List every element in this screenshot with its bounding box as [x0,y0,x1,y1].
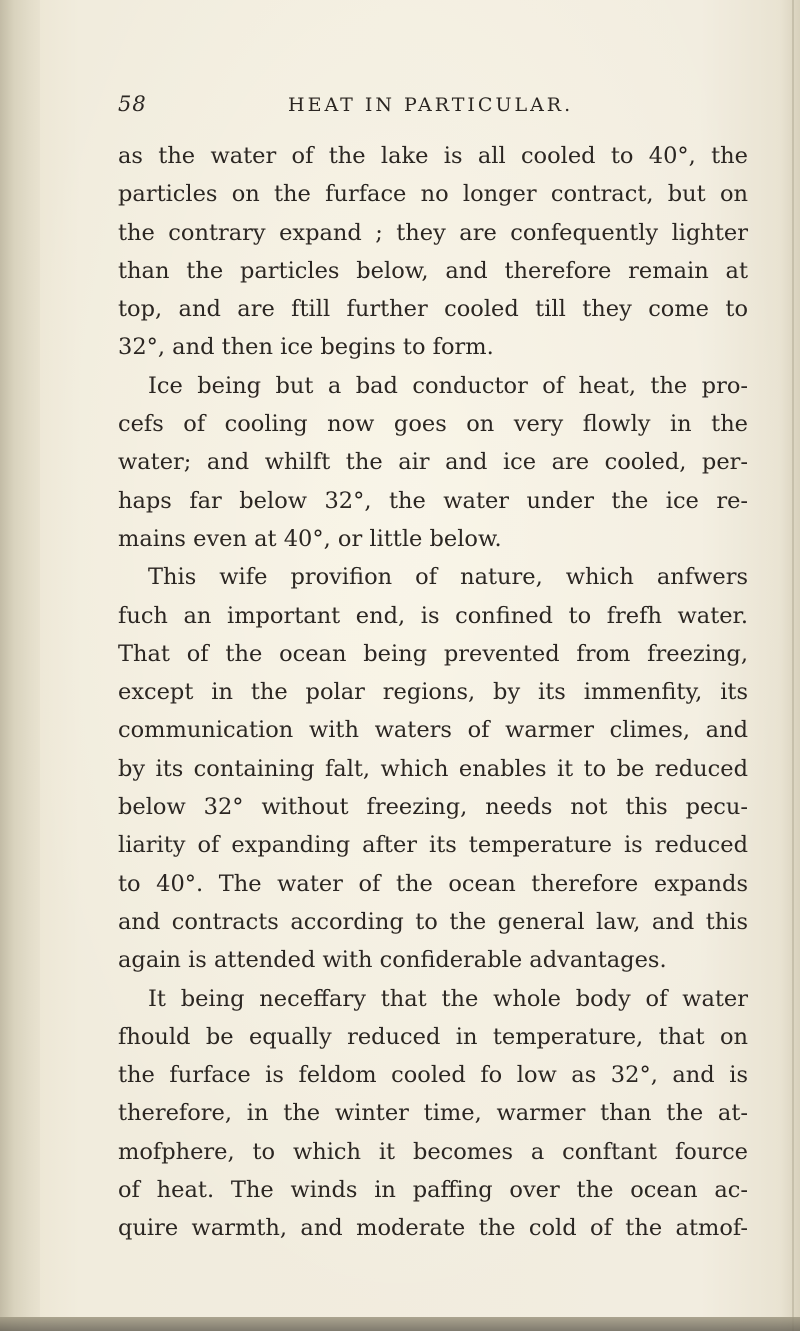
text-line: below 32° without freezing, needs not this pecu- [118,794,748,821]
page-header [118,92,738,122]
text-line: than the particles below, and therefore remain at [118,257,748,284]
text-line: therefore, in the winter time, warmer than the at- [118,1100,748,1127]
text-line: except in the polar regions, by its immenfity, its [118,679,748,706]
text-line: Ice being but a bad conductor of heat, the pro- [148,372,748,399]
page-number: 58 [118,92,147,116]
text-line: by its containing falt, which enables it to be reduced [118,755,748,782]
text-line: top, and are ftill further cooled till they come to [118,296,748,323]
text-line: of heat. The winds in paffing over the ocean ac- [118,1177,748,1204]
text-line: fhould be equally reduced in temperature, that on [118,1023,748,1050]
text-line: the contrary expand ; they are confequently lighter [118,219,748,246]
text-line: particles on the furface no longer contract, but on [118,181,748,208]
text-line: mofphere, to which it becomes a conftant fource [118,1138,748,1165]
text-line: and contracts according to the general law, and this [118,908,748,935]
text-line: water; and whilft the air and ice are cooled, per- [118,449,748,476]
body-text [118,137,748,1248]
text-line: mains even at 40°, or little below. [118,525,502,552]
text-line: quire warmth, and moderate the cold of the atmof- [118,1215,748,1242]
text-line: cefs of cooling now goes on very flowly in the [118,411,748,438]
page-gutter-shadow [0,0,40,1331]
text-line: 32°, and then ice begins to form. [118,334,494,361]
running-title: HEAT IN PARTICULAR. [288,94,574,116]
text-line: liarity of expanding after its temperature is reduced [118,832,748,859]
text-line: to 40°. The water of the ocean therefore expands [118,870,748,897]
text-line: fuch an important end, is confined to frefh water. [118,602,748,629]
page-edge [792,0,794,1331]
text-line: communication with waters of warmer climes, and [118,717,748,744]
text-line: again is attended with confiderable advantages. [118,947,667,974]
page-bottom-edge [0,1317,800,1331]
text-line: This wife provifion of nature, which anfwers [148,564,748,591]
text-line: as the water of the lake is all cooled to 40°, the [118,143,748,169]
text-line: haps far below 32°, the water under the ice re- [118,487,748,514]
text-line: That of the ocean being prevented from freezing, [118,640,748,667]
text-line: It being neceffary that the whole body of water [148,985,748,1012]
text-line: the furface is feldom cooled fo low as 32°, and is [118,1062,748,1089]
